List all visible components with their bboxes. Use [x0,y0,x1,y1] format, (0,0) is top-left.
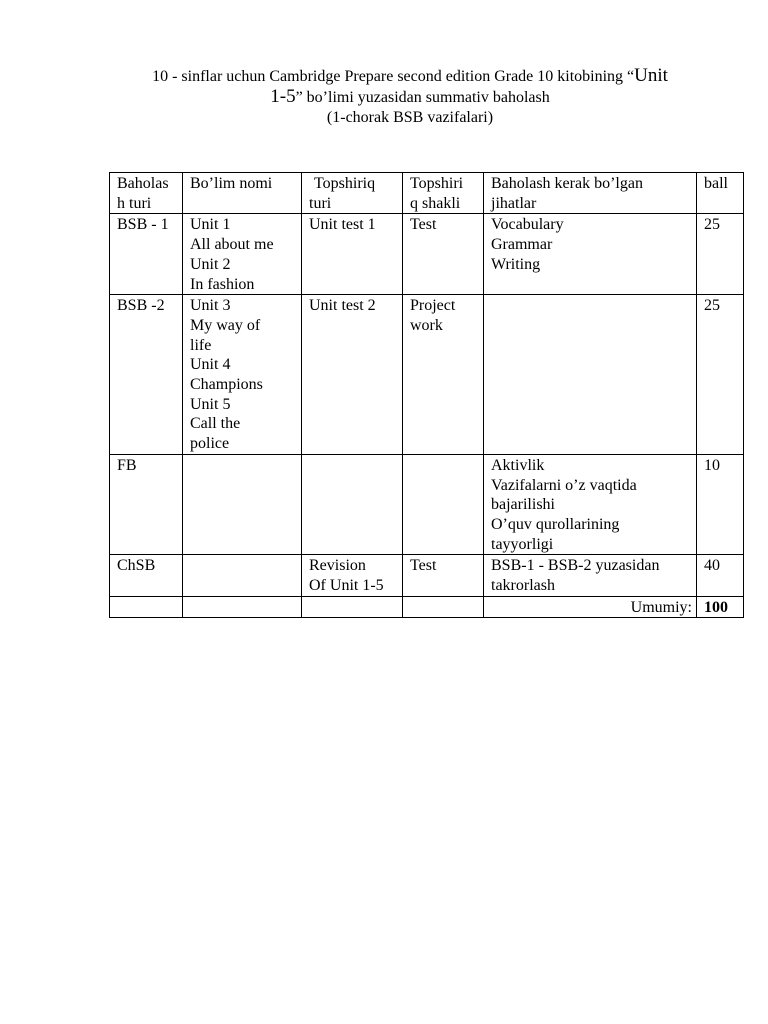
cell-task-form: Test [403,555,484,596]
cell-task-form [403,454,484,555]
document-heading [100,66,720,128]
cell-task-type: Revision Of Unit 1-5 [302,555,403,596]
cell-type: FB [110,454,183,555]
cell-section [183,555,302,596]
cell-empty [302,596,403,618]
cell-criteria: Aktivlik Vazifalarni o’z vaqtida bajarilishi O’quv qurollarining tayyorligi [484,454,697,555]
heading-line-1-unit: Unit [634,65,668,86]
cell-task-form: Project work [403,295,484,455]
total-value: 100 [697,596,744,618]
table-total-row [110,596,744,618]
heading-line-1 [100,66,720,87]
cell-type: BSB -2 [110,295,183,455]
header-cell: Bo’lim nomi [183,173,302,214]
header-cell: Topshiriq turi [302,173,403,214]
cell-task-type: Unit test 2 [302,295,403,455]
header-cell: Topshiri q shakli [403,173,484,214]
heading-line-1-text: 10 - sinflar uchun Cambridge Prepare second edition Grade 10 kitobining “ [152,68,635,85]
cell-section: Unit 1 All about me Unit 2 In fashion [183,214,302,295]
table-header-row [110,173,744,214]
cell-section: Unit 3 My way of life Unit 4 Champions Unit 5 Call the police [183,295,302,455]
heading-line-2-text: ” bo’limi yuzasidan summativ baholash [295,89,550,106]
assessment-table [109,172,744,618]
heading-line-3: (1-chorak BSB vazifalari) [326,109,494,126]
header-cell: Baholash kerak bo’lgan jihatlar [484,173,697,214]
total-label: Umumiy: [484,596,697,618]
cell-task-type: Unit test 1 [302,214,403,295]
cell-section [183,454,302,555]
table-row [110,555,744,596]
cell-empty [183,596,302,618]
header-cell: ball [697,173,744,214]
cell-task-type [302,454,403,555]
cell-criteria: Vocabulary Grammar Writing [484,214,697,295]
cell-empty [403,596,484,618]
cell-score: 10 [697,454,744,555]
cell-score: 25 [697,214,744,295]
cell-type: BSB - 1 [110,214,183,295]
cell-type: ChSB [110,555,183,596]
cell-score: 25 [697,295,744,455]
heading-line-2 [100,87,720,108]
table-row [110,214,744,295]
cell-criteria: BSB-1 - BSB-2 yuzasidan takrorlash [484,555,697,596]
cell-task-form: Test [403,214,484,295]
cell-empty [110,596,183,618]
cell-criteria [484,295,697,455]
header-cell: Baholas h turi [110,173,183,214]
heading-line-2-range: 1-5 [270,86,296,107]
table-row [110,454,744,555]
table-row [110,295,744,455]
cell-score: 40 [697,555,744,596]
